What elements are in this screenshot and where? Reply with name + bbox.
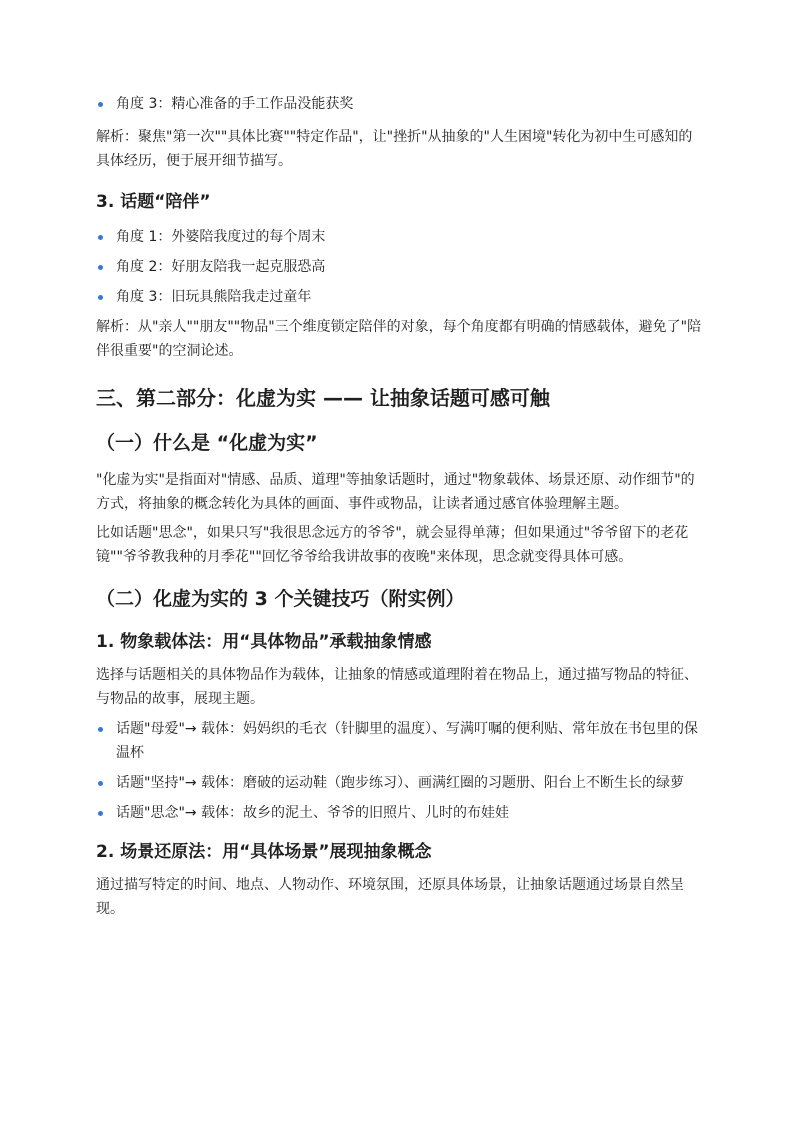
subsection-heading: （一）什么是 “化虚为实”: [96, 432, 318, 454]
example-paragraph: 比如话题"思念"，如果只写"我很思念远方的爷爷"，就会显得单薄；但如果通过"爷爷留下的老花镜""爷爷教我种的月季花""回忆爷爷给我讲故事的夜晚"来体现，思念就变得具体可感。: [96, 525, 689, 565]
list-item: 角度 1：外婆陪我度过的每个周末: [96, 225, 702, 249]
carrier-list: [96, 717, 702, 825]
list-item: 角度 2：好朋友陪我一起克服恐高: [96, 255, 702, 279]
definition-paragraph: "化虚为实"是指面对"情感、品质、道理"等抽象话题时，通过"物象载体、场景还原、动作细节"的方式，将抽象的概念转化为具体的画面、事件或物品，让读者通过感官体验理解主题。: [96, 472, 695, 512]
technique-paragraph: 通过描写特定的时间、地点、人物动作、环境氛围，还原具体场景，让抽象话题通过场景自然呈现。: [96, 877, 684, 917]
subsection-heading: （二）化虚为实的 3 个关键技巧（附实例）: [96, 588, 465, 610]
analysis-paragraph: 解析：聚焦"第一次""具体比赛""特定作品"，让"挫折"从抽象的"人生困境"转化为初中生可感知的具体经历，便于展开细节描写。: [96, 129, 693, 169]
analysis-paragraph: 解析：从"亲人""朋友""物品"三个维度锁定陪伴的对象，每个角度都有明确的情感载体，避免了"陪伴很重要"的空洞论述。: [96, 319, 702, 359]
angle-list-top: [96, 92, 702, 116]
list-item: 角度 3：精心准备的手工作品没能获奖: [96, 92, 702, 116]
technique-paragraph: 选择与话题相关的具体物品作为载体，让抽象的情感或道理附着在物品上，通过描写物品的特征、与物品的故事，展现主题。: [96, 667, 698, 707]
list-item: 话题"母爱"→ 载体：妈妈织的毛衣（针脚里的温度）、写满叮嘱的便利贴、常年放在书包里的保温杯: [96, 717, 702, 765]
list-item: 话题"坚持"→ 载体：磨破的运动鞋（跑步练习）、画满红圈的习题册、阳台上不断生长的绿萝: [96, 771, 702, 795]
section-heading: 三、第二部分：化虚为实 —— 让抽象话题可感可触: [96, 386, 550, 410]
technique-heading: 2. 场景还原法：用“具体场景”展现抽象概念: [96, 842, 432, 862]
topic-heading: 3. 话题“陪伴”: [96, 192, 211, 212]
angle-list: [96, 225, 702, 309]
technique-heading: 1. 物象载体法：用“具体物品”承载抽象情感: [96, 632, 432, 652]
list-item: 角度 3：旧玩具熊陪我走过童年: [96, 285, 702, 309]
list-item: 话题"思念"→ 载体：故乡的泥土、爷爷的旧照片、儿时的布娃娃: [96, 801, 702, 825]
